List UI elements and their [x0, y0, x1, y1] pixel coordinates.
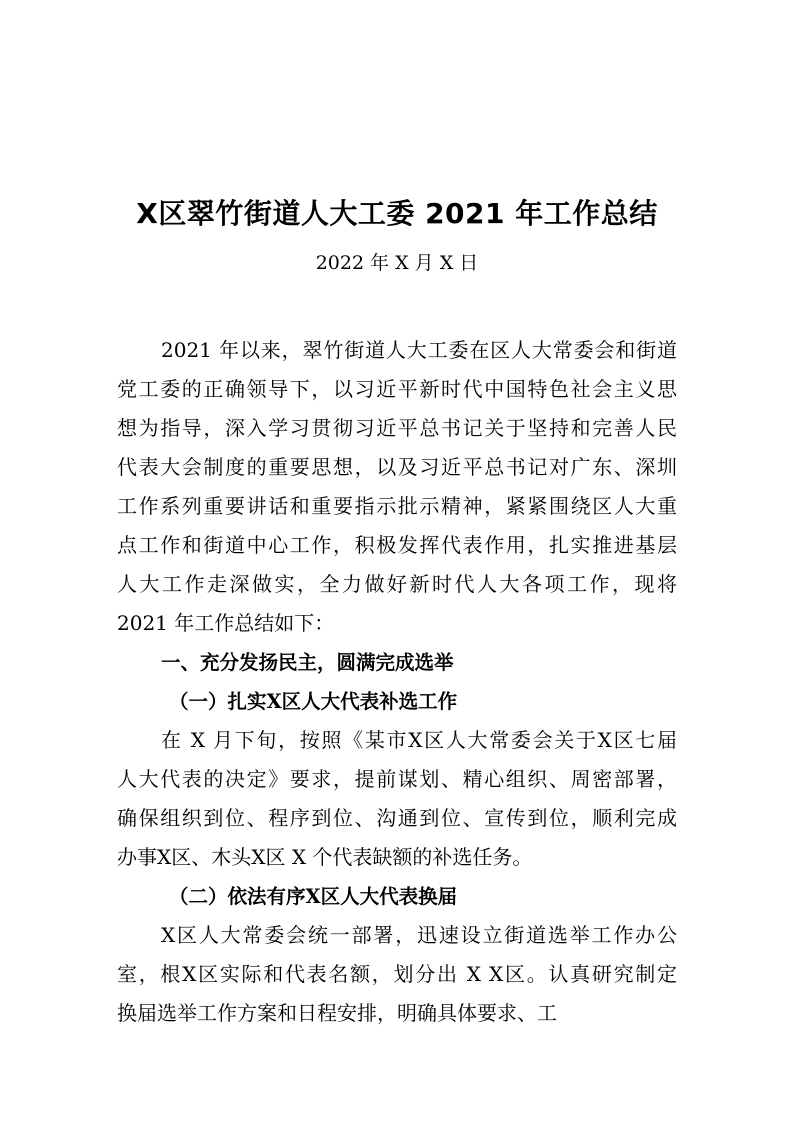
document-title: X区翠竹街道人大工委 2021 年工作总结 — [136, 197, 658, 230]
paragraph-line: 想为指导，深入学习贯彻习近平总书记关于坚持和完善人民 — [117, 416, 677, 440]
document-body — [117, 331, 677, 1033]
subsection-heading: （二）依法有序X区人大代表换届 — [169, 885, 458, 908]
paragraph-line: 工作系列重要讲话和重要指示批示精神，紧紧围绕区人大重 — [117, 494, 677, 518]
paragraph-line: X区人大常委会统一部署，迅速设立街道选举工作办公 — [161, 923, 677, 947]
paragraph-line: 确保组织到位、程序到位、沟通到位、宣传到位，顺利完成 — [117, 806, 677, 830]
paragraph-line: 点工作和街道中心工作，积极发挥代表作用，扎实推进基层 — [117, 533, 677, 557]
document-date: 2022 年 X 月 X 日 — [315, 252, 479, 274]
paragraph-line: 2021 年以来，翠竹街道人大工委在区人大常委会和街道 — [161, 338, 677, 362]
paragraph-line: 室，根X区实际和代表名额，划分出 X X区。认真研究制定 — [117, 962, 677, 986]
paragraph-line: 人大代表的决定》要求，提前谋划、精心组织、周密部署， — [117, 767, 677, 791]
paragraph-line: 在 X 月下旬，按照《某市X区人大常委会关于X区七届 — [161, 728, 677, 752]
paragraph-line: 党工委的正确领导下，以习近平新时代中国特色社会主义思 — [117, 377, 677, 401]
subsection-heading: （一）扎实X区人大代表补选工作 — [169, 690, 458, 713]
paragraph-line: 人大工作走深做实，全力做好新时代人大各项工作，现将 — [117, 572, 677, 596]
section-heading: 一、充分发扬民主，圆满完成选举 — [161, 651, 454, 674]
paragraph-line: 办事X区、木头X区 X 个代表缺额的补选任务。 — [117, 845, 533, 869]
paragraph-line: 2021 年工作总结如下： — [117, 611, 335, 635]
paragraph-line: 换届选举工作方案和日程安排，明确具体要求、工 — [117, 1001, 557, 1025]
paragraph-line: 代表大会制度的重要思想，以及习近平总书记对广东、深圳 — [117, 455, 677, 479]
